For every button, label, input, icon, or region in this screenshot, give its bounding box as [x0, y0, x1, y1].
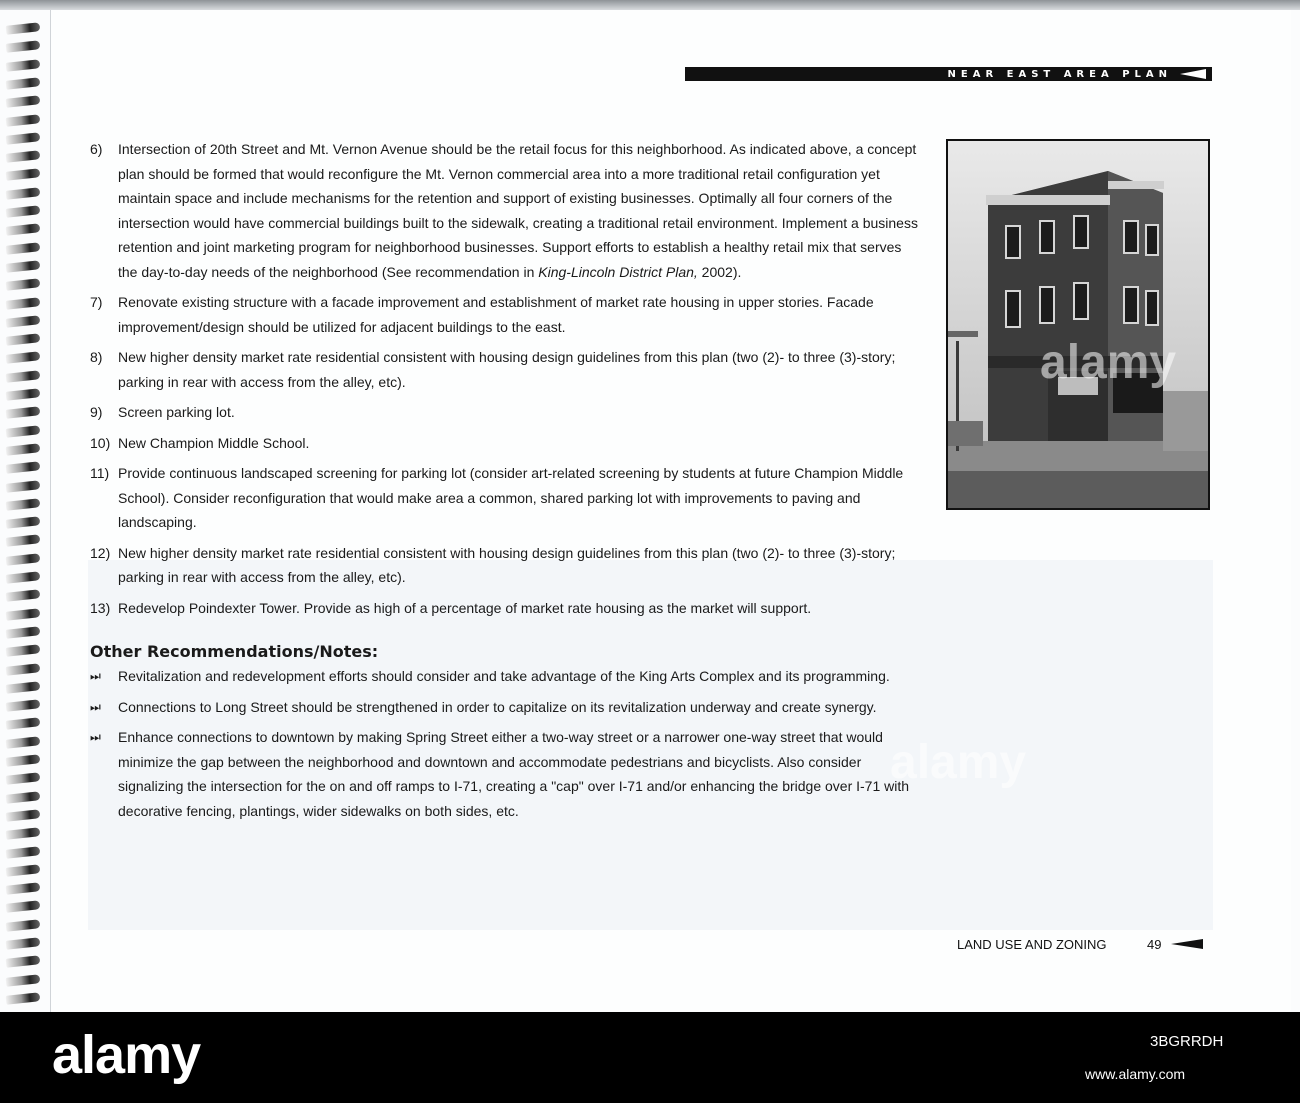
footer-section: LAND USE AND ZONING: [957, 936, 1107, 952]
item-number: 12): [90, 544, 111, 561]
spiral-coil: [6, 388, 41, 401]
building-illustration: [948, 141, 1208, 508]
spiral-coil: [6, 882, 41, 895]
list-item: [90, 431, 920, 456]
spiral-coil: [6, 114, 41, 127]
watermark-stamp: alamy: [890, 736, 1027, 789]
watermark-stamp: alamy: [1040, 336, 1177, 389]
item-text: Redevelop Poindexter Tower. Provide as high of a percentage of market rate housing as the market will support.: [118, 599, 812, 616]
bullet-item: [90, 725, 920, 823]
spiral-coil: [6, 77, 41, 90]
skip-forward-icon: ⏭: [90, 699, 101, 714]
spiral-coil: [6, 846, 41, 859]
spiral-coil: [6, 956, 41, 969]
page-number: 49: [1147, 936, 1162, 952]
item-number: 7): [90, 294, 103, 310]
item-text-italic: King-Lincoln District Plan,: [538, 263, 698, 280]
item-text: New Champion Middle School.: [118, 434, 310, 451]
list-item: [90, 596, 920, 621]
item-number: 8): [90, 349, 103, 365]
spiral-coil: [6, 974, 41, 987]
main-content: [90, 137, 920, 829]
spiral-coil: [6, 278, 41, 291]
spiral-coil: [6, 41, 41, 54]
spiral-coil: [6, 901, 41, 914]
spiral-coil: [6, 297, 41, 310]
spiral-coil: [6, 590, 41, 603]
skip-forward-icon: ⏭: [90, 730, 101, 744]
spiral-coil: [6, 681, 41, 694]
spiral-coil: [6, 773, 41, 786]
watermark-url: www.alamy.com: [1085, 1066, 1186, 1082]
item-text: Provide continuous landscaped screening for parking lot (consider art-related screening by students at future Champion Middle School). Consider reconfiguration that would make area a common, shared parking lot with improvements to paving and landscaping.: [118, 465, 904, 530]
item-number: 9): [90, 404, 103, 420]
spiral-coil: [6, 169, 41, 182]
spiral-coil: [6, 571, 41, 584]
spiral-coil: [6, 260, 41, 273]
spiral-coil: [6, 352, 41, 365]
spiral-coil: [6, 663, 41, 676]
spiral-coil: [6, 59, 41, 72]
list-item: [90, 137, 920, 284]
spiral-coil: [6, 205, 41, 218]
spiral-coil: [6, 827, 41, 840]
list-item: [90, 290, 920, 339]
list-item: [90, 345, 920, 394]
list-item: [90, 461, 920, 535]
spiral-coil: [6, 224, 41, 237]
bullet-item: [90, 664, 920, 689]
spiral-coil: [6, 22, 41, 35]
watermark-image-id: 3BGRRDH: [1150, 1033, 1224, 1050]
section-heading: Other Recommendations/Notes:: [90, 642, 379, 661]
spiral-coil: [6, 699, 41, 712]
item-text: New higher density market rate residential consistent with housing design guidelines from this plan (two (2)- to three (3)-story; parking in rear with access from the alley, etc).: [118, 544, 896, 585]
item-number: 6): [90, 141, 103, 157]
arrow-left-icon: [1171, 939, 1203, 949]
spiral-coil: [6, 150, 41, 163]
bullet-text: Connections to Long Street should be strengthened in order to capitalize on its revitalization underway and create synergy.: [118, 698, 877, 715]
spiral-coil: [6, 370, 41, 383]
spiral-coil: [6, 644, 41, 657]
bullet-text: Enhance connections to downtown by making Spring Street either a two-way street or a narrower one-way street that would minimize the gap between the neighborhood and downtown and accommodate pedestrians and bicyclists. Also consider signalizing the intersection for the on and off ramps to I-71, creating a "cap" over I-71 and/or enhancing the bridge over I-71 with decorative fencing, plantings, wider sidewalks on both sides, etc.: [118, 729, 910, 819]
spiral-coil: [6, 95, 41, 108]
building-photo: [946, 139, 1210, 510]
item-text: Screen parking lot.: [118, 404, 235, 420]
item-number: 11): [90, 465, 110, 481]
item-text: New higher density market rate residential consistent with housing design guidelines from this plan (two (2)- to three (3)-story; parking in rear with access from the alley, etc).: [118, 349, 896, 390]
spiral-coil: [6, 516, 41, 529]
watermark-logo: alamy: [52, 1025, 201, 1085]
spiral-coil: [6, 315, 41, 328]
spiral-coil: [6, 809, 41, 822]
bullet-item: [90, 695, 920, 720]
item-text-part: Intersection of 20th Street and Mt. Vernon Avenue should be the retail focus for this neighborhood. As indicated above, a concept plan should be formed that would reconfigure the Mt. Vernon commercial area into a more traditional retail configuration yet maintain space and include mechanisms for the retention and support of existing businesses. Optimally all four corners of the intersection would have commercial buildings built to the sidewalk, creating a traditional retail environment. Implement a business retention and joint marketing program for neighborhood businesses. Support efforts to establish a healthy retail mix that serves the day-to-day needs of the neighborhood (See recommendation in: [118, 141, 918, 280]
spiral-coil: [6, 626, 41, 639]
header-title: NEAR EAST AREA PLAN: [947, 68, 1172, 80]
item-text: Renovate existing structure with a facade improvement and establishment of market rate housing in upper stories. Facade improvement/design should be utilized for adjacent buildings to the east.: [118, 294, 874, 335]
list-item: [90, 400, 920, 425]
spiral-coil: [6, 937, 41, 950]
spiral-coil: [6, 480, 41, 493]
spiral-coil: [6, 992, 41, 1005]
arrow-left-icon: [1180, 69, 1206, 79]
spiral-coil: [6, 443, 41, 456]
spiral-coil: [6, 791, 41, 804]
spiral-coil: [6, 535, 41, 548]
spiral-coil: [6, 425, 41, 438]
spiral-coil: [6, 736, 41, 749]
page-footer: [957, 934, 1217, 954]
spiral-binding: [0, 10, 50, 1010]
item-text: [118, 137, 920, 284]
spiral-coil: [6, 864, 41, 877]
spiral-coil: [6, 407, 41, 420]
item-text-part: 2002).: [697, 263, 742, 280]
spiral-coil: [6, 754, 41, 767]
spiral-coil: [6, 498, 41, 511]
spiral-coil: [6, 718, 41, 731]
spiral-coil: [6, 608, 41, 621]
spiral-coil: [6, 187, 41, 200]
spiral-coil: [6, 132, 41, 145]
scan-edge: [0, 0, 1300, 10]
item-number: 13): [90, 599, 111, 616]
spiral-coil: [6, 919, 41, 932]
spiral-coil: [6, 461, 41, 474]
spiral-coil: [6, 553, 41, 566]
skip-forward-icon: ⏭: [90, 669, 101, 683]
spiral-coil: [6, 242, 41, 255]
list-item: [90, 541, 920, 590]
header-bar: [685, 67, 1212, 81]
bullet-text: Revitalization and redevelopment efforts should consider and take advantage of the King Arts Complex and its programming.: [118, 668, 890, 684]
spiral-coil: [6, 333, 41, 346]
item-number: 10): [90, 434, 111, 451]
